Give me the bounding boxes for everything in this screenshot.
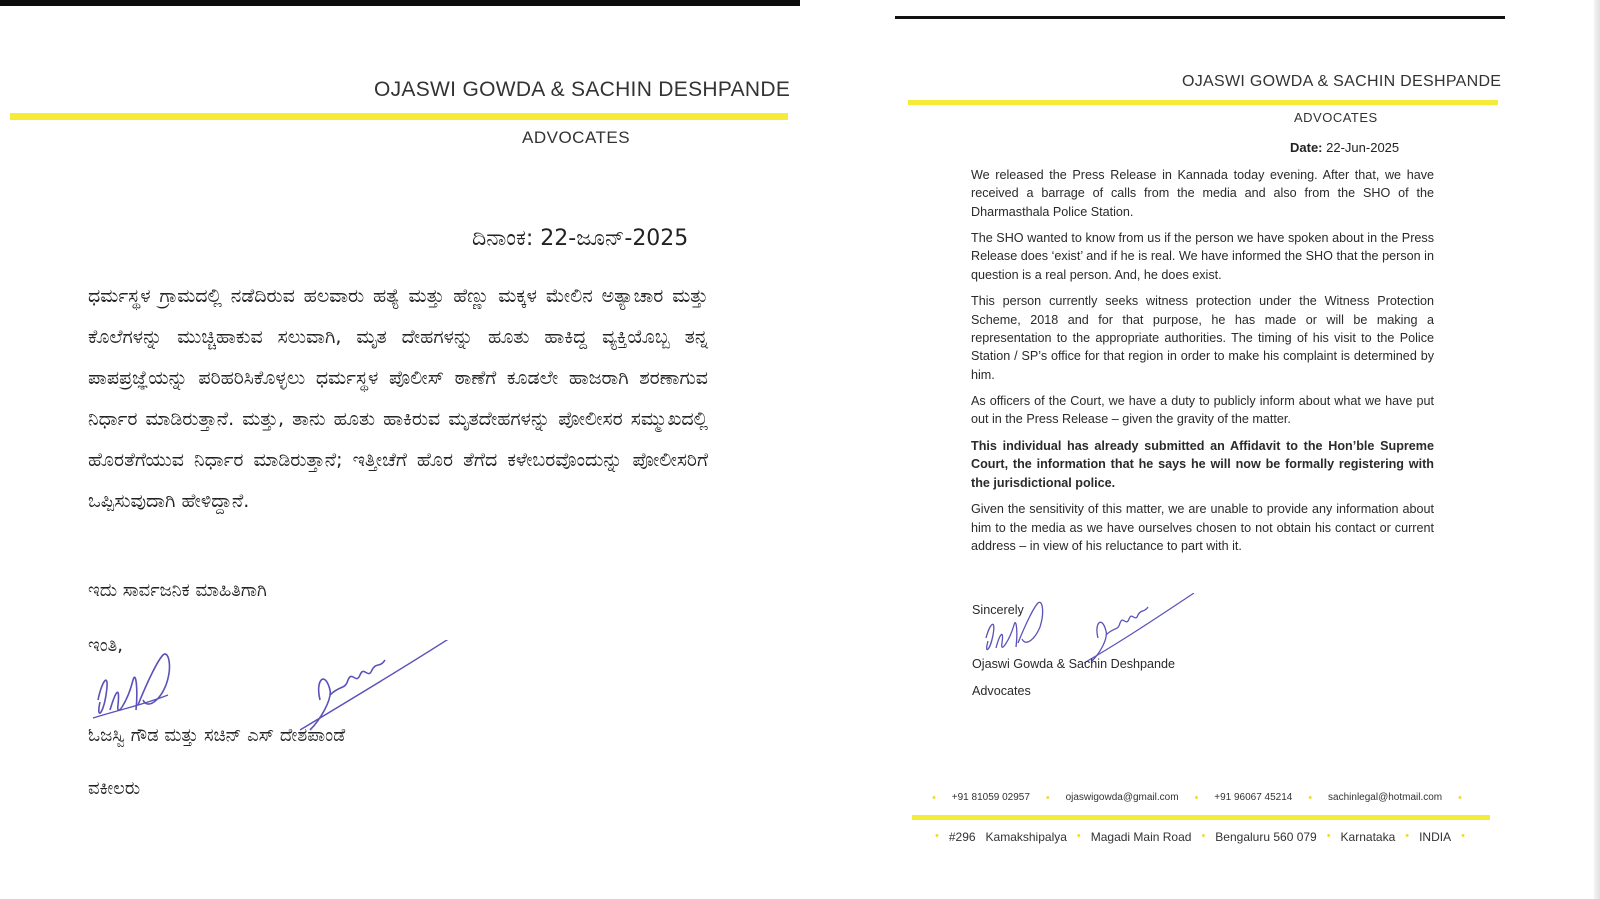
paragraph-bold: This individual has already submitted an Affidavit to the Hon’ble Supreme Court, the information that he says he will now be formally registering with the jurisdictional police.	[971, 439, 1434, 490]
bullet-dot: •	[935, 830, 939, 842]
bullet-dot: •	[1076, 830, 1081, 842]
bullet-dot: •	[1461, 830, 1465, 842]
paragraph: The SHO wanted to know from us if the person we have spoken about in the Press Release does ‘exist’ and if he is real. We have informed the SHO that the person in question is a real person. And, he does exist.	[971, 231, 1434, 282]
bullet-dot: •	[1308, 792, 1313, 804]
bullet-dot: •	[1326, 830, 1331, 842]
bullet-dot: •	[1194, 792, 1199, 804]
paragraph: Given the sensitivity of this matter, we are unable to provide any information about him to the media as we have ourselves chosen to not obtain his contact or current address – in view of his reluctance to part with it.	[971, 502, 1434, 553]
top-rule	[895, 16, 1505, 19]
phone-ojaswi: +91 81059 02957	[951, 792, 1030, 803]
bullet-dot: •	[1458, 792, 1462, 804]
address-line	[935, 830, 1465, 844]
address-part: Kamakshipalya	[985, 830, 1067, 844]
firm-name: OJASWI GOWDA & SACHIN DESHPANDE	[374, 78, 791, 101]
signatory-names: Ojaswi Gowda & Sachin Deshpande	[972, 657, 1176, 671]
designation: ADVOCATES	[1294, 110, 1378, 125]
email-sachin: sachinlegal@hotmail.com	[1328, 792, 1443, 803]
address-part: Karnataka	[1340, 830, 1396, 844]
date-value: 22-Jun-2025	[1326, 140, 1400, 155]
english-letter	[860, 0, 1600, 899]
closing: Sincerely	[972, 603, 1024, 617]
bullet-dot: •	[1405, 830, 1410, 842]
sign-off: ಇಂತಿ,	[88, 635, 123, 656]
bullet-dot: •	[932, 792, 936, 804]
signatory-title: ವಕೀಲರು	[88, 778, 141, 799]
paragraph: We released the Press Release in Kannada today evening. After that, we have received a barrage of calls from the media and also from the SHO of the Dharmasthala Police Station.	[971, 168, 1434, 219]
top-rule	[0, 0, 800, 6]
address-part: Bengaluru 560 079	[1215, 830, 1317, 844]
address-part: #296	[948, 830, 976, 844]
address-part: Magadi Main Road	[1090, 830, 1192, 844]
signature-ojaswi	[978, 593, 1048, 663]
paragraph: This person currently seeks witness protection under the Witness Protection Scheme, 2018 and for that purpose, he has made or will be making a representation to the appropriate authorities. The timing of his visit to the Police Station / SP’s office for that region in order to make his complaint is determined by him.	[971, 294, 1434, 382]
letter-date	[1290, 140, 1399, 155]
page-edge	[1594, 0, 1600, 899]
letter-date: ದಿನಾಂಕ: 22-ಜೂನ್-2025	[472, 226, 689, 251]
letterhead-bar	[908, 100, 1498, 105]
signature-ojaswi	[88, 640, 188, 730]
bullet-dot: •	[1201, 830, 1206, 842]
signatory-names: ಓಜಸ್ವಿ ಗೌಡ ಮತ್ತು ಸಚಿನ್ ಎಸ್ ದೇಶಪಾಂಡೆ	[88, 725, 346, 746]
footer-bar	[912, 815, 1490, 820]
date-label: Date:	[1290, 140, 1323, 155]
signatory-title: Advocates	[972, 684, 1031, 698]
bullet-dot: •	[1045, 792, 1050, 804]
paragraph: As officers of the Court, we have a duty to publicly inform about what we have put out in the Press Release – given the gravity of the matter.	[971, 394, 1434, 427]
phone-sachin: +91 96067 45214	[1214, 792, 1293, 803]
letterhead-bar	[10, 113, 788, 120]
designation: ADVOCATES	[522, 128, 631, 147]
firm-name: OJASWI GOWDA & SACHIN DESHPANDE	[1182, 73, 1502, 90]
public-info-line: ಇದು ಸಾರ್ವಜನಿಕ ಮಾಹಿತಿಗಾಗಿ	[88, 580, 267, 601]
email-ojaswi: ojaswigowda@gmail.com	[1065, 792, 1179, 803]
letter-body: ಧರ್ಮಸ್ಥಳ ಗ್ರಾಮದಲ್ಲಿ ನಡೆದಿರುವ ಹಲವಾರು ಹತ್ಯೆ ಮತ್ತು ಹೆಣ್ಣು ಮಕ್ಕಳ ಮೇಲಿನ ಅತ್ಯಾಚಾರ ಮತ್ತು ಕೊಲೆಗಳನ್ನು ಮುಚ್ಚಿಹಾಕುವ ಸಲುವಾಗಿ, ಮೃತ ದೇಹಗಳನ್ನು ಹೂತು ಹಾಕಿದ್ದ ವ್ಯಕ್ತಿಯೊಬ್ಬ ತನ್ನ ಪಾಪಪ್ರಜ್ಞೆಯನ್ನು ಪರಿಹರಿಸಿಕೊಳ್ಳಲು ಧರ್ಮಸ್ಥಳ ಪೊಲೀಸ್ ಠಾಣೆಗೆ ಕೂಡಲೇ ಹಾಜರಾಗಿ ಶರಣಾಗುವ ನಿರ್ಧಾರ ಮಾಡಿರುತ್ತಾನೆ. ಮತ್ತು, ತಾನು ಹೂತು ಹಾಕಿರುವ ಮೃತದೇಹಗಳನ್ನು ಪೋಲೀಸರ ಸಮ್ಮುಖದಲ್ಲಿ ಹೊರತೆಗೆಯುವ ನಿರ್ಧಾರ ಮಾಡಿರುತ್ತಾನೆ; ಇತ್ತೀಚೆಗೆ ಹೊರ ತೆಗೆದ ಕಳೇಬರವೊಂದುನ್ನು ಪೋಲೀಸರಿಗೆ ಒಪ್ಪಿಸುವುದಾಗಿ ಹೇಳಿದ್ದಾನೆ.	[88, 285, 708, 512]
address-part: INDIA	[1419, 830, 1452, 844]
letter-body	[971, 166, 1434, 563]
contact-line	[932, 792, 1462, 804]
